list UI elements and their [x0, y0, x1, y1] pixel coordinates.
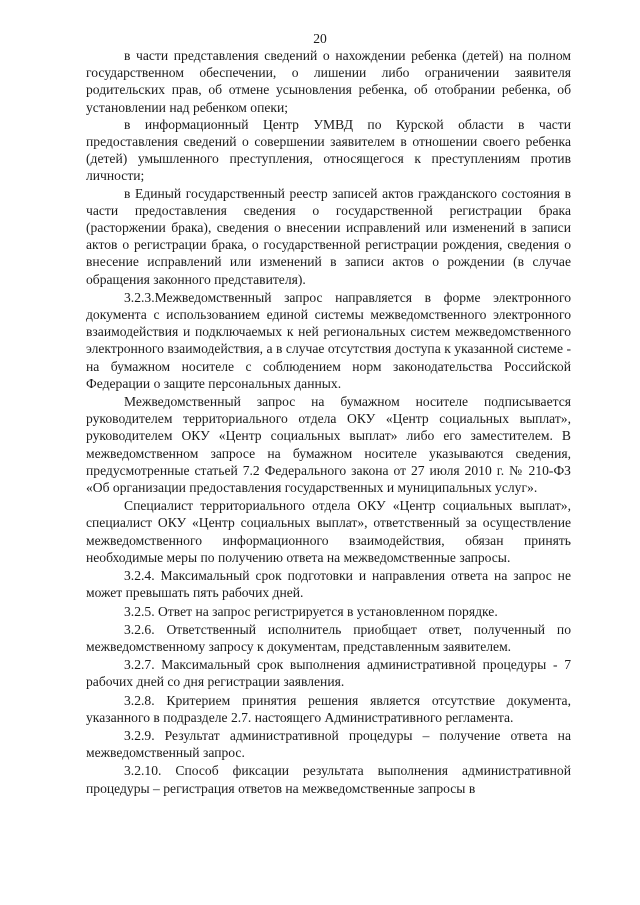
document-body	[86, 47, 571, 798]
paragraph-3-2-6: 3.2.6. Ответственный исполнитель приобщает ответ, полученный по межведомственному запросу к документам, представленным заявителем.	[86, 621, 571, 654]
paragraph-item-custody-info: в части представления сведений о нахождении ребенка (детей) на полном государственном обеспечении, о лишении либо ограничении заявителя родительских прав, об отмене усыновления ребенка, об отобрании ребенка, об установлении над ребенком опеки;	[86, 48, 571, 115]
paragraph-item-umvd-info: в информационный Центр УМВД по Курской области в части предоставления сведений о совершении заявителем в отношении своего ребенка (детей) умышленного преступления, относящегося к преступлениям против личности;	[86, 116, 571, 184]
paragraph-3-2-10: 3.2.10. Способ фиксации результата выполнения административной процедуры – регистрация ответов на межведомственные запросы в	[86, 763, 571, 796]
paragraph-specialist: Специалист территориального отдела ОКУ «Центр социальных выплат», специалист ОКУ «Центр социальных выплат», ответственный за осуществление межведомственного информационного взаимодействия, обязан принять необходимые меры по получению ответа на межведомственные запросы.	[86, 498, 571, 565]
paragraph-3-2-5: 3.2.5. Ответ на запрос регистрируется в установленном порядке.	[124, 603, 498, 619]
paragraph-3-2-4: 3.2.4. Максимальный срок подготовки и направления ответа на запрос не может превышать пять рабочих дней.	[86, 568, 571, 601]
page-number: 20	[313, 31, 327, 46]
paragraph-paper-request: Межведомственный запрос на бумажном носителе подписывается руководителем территориального отдела ОКУ «Центр социальных выплат», руководителем ОКУ «Центр социальных выплат» либо его заместителем. В межведомственном запросе на бумажном носителе указываются сведения, предусмотренные статьей 7.2 Федерального закона от 27 июля 2010 г. № 210-ФЗ «Об организации предоставления государственных и муниципальных услуг».	[86, 394, 571, 496]
paragraph-3-2-8: 3.2.8. Критерием принятия решения является отсутствие документа, указанного в подразделе 2.7. настоящего Административного регламента.	[86, 692, 571, 725]
paragraph-item-civil-registry: в Единый государственный реестр записей актов гражданского состояния в части предоставления сведения о государственной регистрации брака (расторжении брака), сведения о внесении исправлений или изменений в записи актов о регистрации брака, о государственной регистрации рождения, сведения о внесение исправлений или изменений в записи актов о рождении (в случае обращения законного представителя).	[86, 185, 571, 287]
paragraph-3-2-9: 3.2.9. Результат административной процедуры – получение ответа на межведомственный запрос.	[86, 727, 571, 761]
paragraph-3-2-3: 3.2.3.Межведомственный запрос направляется в форме электронного документа с использованием единой системы межведомственного электронного взаимодействия и подключаемых к ней региональных систем межведомственного электронного взаимодействия, а в случае отсутствия доступа к указанной системе - на бумажном носителе с соблюдением норм законодательства Российской Федерации о защите персональных данных.	[86, 289, 571, 391]
paragraph-3-2-7: 3.2.7. Максимальный срок выполнения административной процедуры - 7 рабочих дней со дня регистрации заявления.	[86, 657, 571, 690]
